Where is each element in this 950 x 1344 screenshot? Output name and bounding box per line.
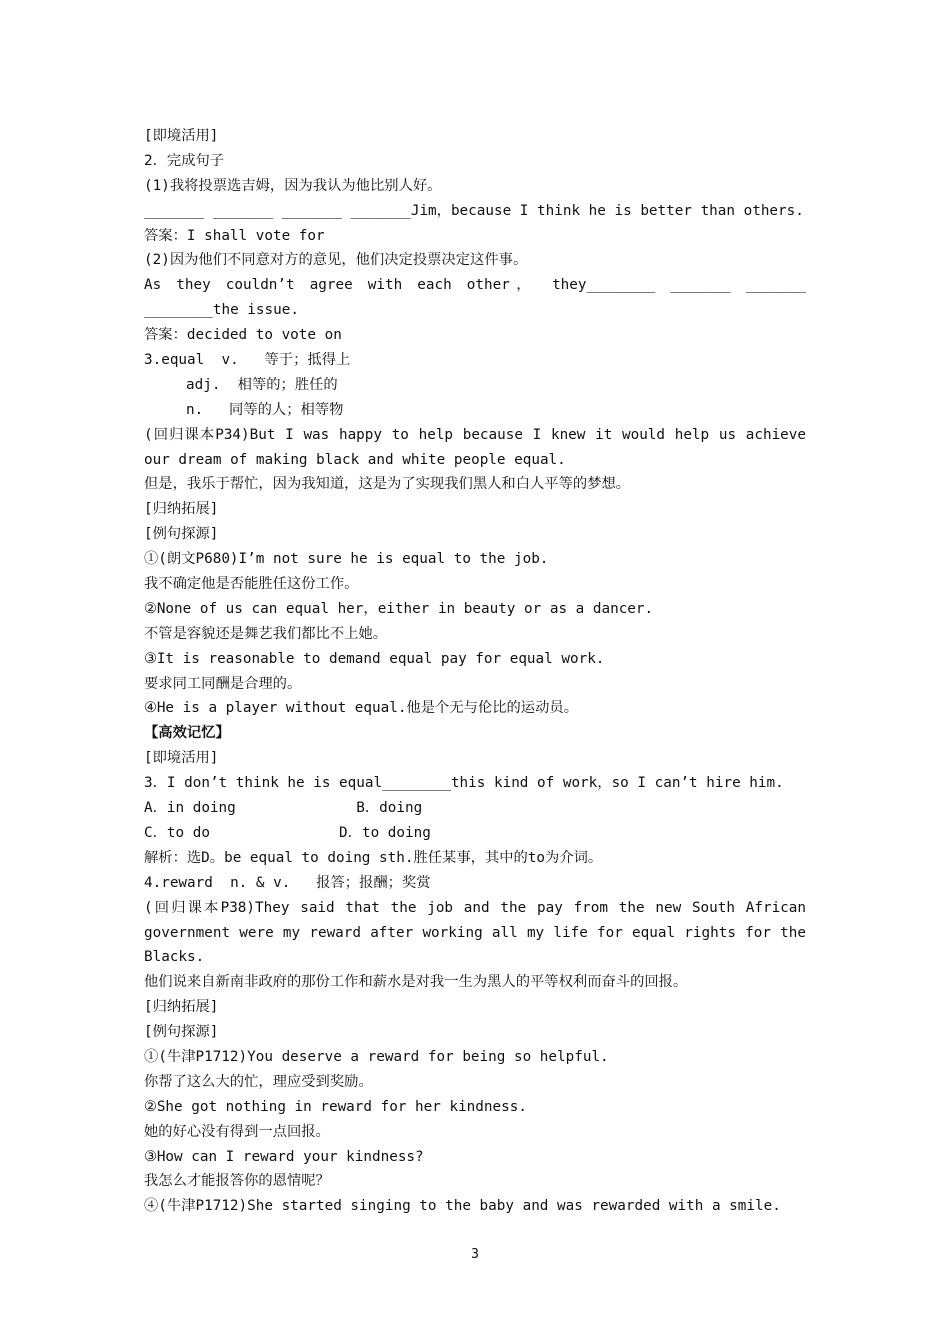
example-sentence: ②None of us can equal her，either in beauty or as a dancer. — [144, 600, 654, 617]
translation-line: 他们说来自新南非政府的那份工作和薪水是对我一生为黑人的平等权利而奋斗的回报。 — [144, 974, 688, 991]
answer-line: 答案：decided to vote on — [144, 327, 342, 344]
question-line: 3．I don’t think he is equal________this kind of work，so I can’t hire him. — [144, 775, 784, 792]
vocab-entry-heading: 4.reward n. & v. 报答；报酬；奖赏 — [144, 874, 431, 891]
textbook-sentence: (回归课本P38)They said that the job and the pay from the new South African — [144, 899, 806, 916]
textbook-sentence: (回归课本P34)But I was happy to help because I knew it would help us achieve — [144, 426, 806, 443]
textbook-sentence: Blacks. — [144, 949, 205, 966]
translation-line: 你帮了这么大的忙，理应受到奖励。 — [144, 1073, 373, 1090]
exercise-item: (1)我将投票选吉姆，因为我认为他比别人好。 — [144, 177, 442, 194]
section-label: [归纳拓展] — [144, 999, 219, 1016]
translation-line: 我怎么才能报答你的恩情呢？ — [144, 1173, 330, 1190]
translation-line: 不管是容貌还是舞艺我们都比不上她。 — [144, 625, 388, 642]
page-number: 3 — [471, 1247, 479, 1262]
explanation-line: 解析：选D。be equal to doing sth.胜任某事，其中的to为介词。 — [144, 849, 603, 866]
section-label: [即境活用] — [144, 750, 219, 767]
example-sentence: ③How can I reward your kindness? — [144, 1148, 424, 1165]
exercise-item: (2)因为他们不同意对方的意见，他们决定投票决定这件事。 — [144, 252, 528, 269]
fill-blank-line: _______ _______ _______ _______Jim，because I think he is better than others. — [144, 202, 804, 219]
example-sentence: ③It is reasonable to demand equal pay for equal work. — [144, 650, 605, 667]
textbook-sentence: government were my reward after working all my life for equal rights for the — [144, 924, 806, 941]
section-label: [例句探源] — [144, 526, 219, 543]
vocab-entry-heading: 3.equal v. 等于；抵得上 — [144, 352, 351, 369]
answer-options: C．to do D．to doing — [144, 824, 431, 841]
translation-line: 她的好心没有得到一点回报。 — [144, 1123, 330, 1140]
answer-line: 答案：I shall vote for — [144, 227, 325, 244]
example-sentence: ④(牛津P1712)She started singing to the baby and was rewarded with a smile. — [144, 1198, 781, 1215]
example-sentence: ①(牛津P1712)You deserve a reward for being so helpful. — [144, 1048, 609, 1065]
example-sentence: ④He is a player without equal.他是个无与伦比的运动员。 — [144, 700, 578, 717]
page-content — [144, 124, 806, 1219]
vocab-sense: adj. 相等的；胜任的 — [186, 376, 338, 393]
example-sentence: ②She got nothing in reward for her kindness. — [144, 1098, 527, 1115]
section-label: [归纳拓展] — [144, 501, 219, 518]
exercise-heading: 2．完成句子 — [144, 152, 225, 169]
section-heading-bold: 【高效记忆】 — [144, 725, 230, 742]
section-label: [例句探源] — [144, 1024, 219, 1041]
fill-blank-line: As they couldn’t agree with each other， they________ _______ _______ — [144, 277, 806, 294]
answer-options: A．in doing B．doing — [144, 800, 423, 817]
example-sentence: ①(朗文P680)I’m not sure he is equal to the job. — [144, 551, 549, 568]
section-label: [即境活用] — [144, 128, 219, 144]
translation-line: 要求同工同酬是合理的。 — [144, 675, 302, 692]
vocab-sense: n. 同等的人；相等物 — [186, 401, 344, 418]
fill-blank-line: ________the issue. — [144, 302, 299, 319]
translation-line: 但是，我乐于帮忙，因为我知道，这是为了实现我们黑人和白人平等的梦想。 — [144, 476, 631, 493]
translation-line: 我不确定他是否能胜任这份工作。 — [144, 576, 359, 593]
textbook-sentence: our dream of making black and white people equal. — [144, 451, 566, 468]
